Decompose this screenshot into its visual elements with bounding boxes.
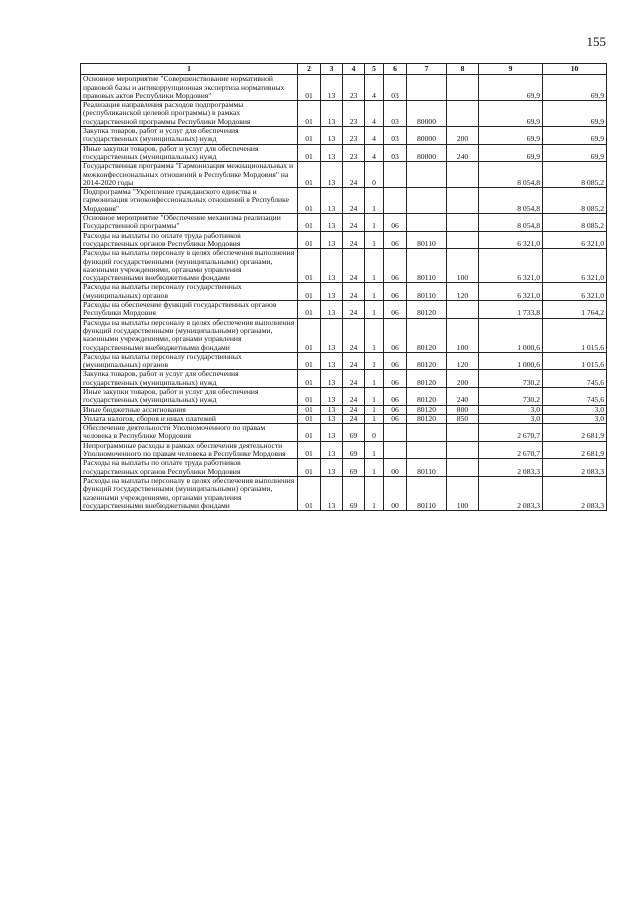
code-cell: 13 bbox=[321, 370, 343, 388]
code-cell: 06 bbox=[384, 231, 407, 249]
row-name-cell: Реализация направления расходов подпрограммы (республиканской целевой программы) в рамках государственной программы Республики Мордовия bbox=[81, 101, 298, 127]
code-cell: 1 bbox=[365, 318, 384, 352]
table-row bbox=[81, 301, 607, 319]
header-cell: 5 bbox=[365, 64, 384, 75]
code-cell: 69 bbox=[343, 459, 365, 477]
header-cell: 7 bbox=[407, 64, 447, 75]
code-cell: 01 bbox=[298, 249, 321, 283]
code-cell: 03 bbox=[384, 75, 407, 101]
table-row bbox=[81, 318, 607, 352]
code-cell: 1 bbox=[365, 231, 384, 249]
code-cell: 01 bbox=[298, 414, 321, 423]
table-row bbox=[81, 144, 607, 162]
code-cell bbox=[447, 101, 479, 127]
header-cell: 8 bbox=[447, 64, 479, 75]
amount-cell: 2 083,3 bbox=[479, 459, 543, 477]
code-cell: 13 bbox=[321, 352, 343, 370]
code-cell: 13 bbox=[321, 476, 343, 510]
code-cell: 80120 bbox=[407, 301, 447, 319]
table-row bbox=[81, 231, 607, 249]
code-cell: 06 bbox=[384, 249, 407, 283]
row-name-cell: Расходы на выплаты по оплате труда работников государственных органов Республики Мордовия bbox=[81, 459, 298, 477]
code-cell: 01 bbox=[298, 301, 321, 319]
code-cell: 13 bbox=[321, 387, 343, 405]
amount-cell: 6 321,0 bbox=[479, 249, 543, 283]
code-cell bbox=[407, 188, 447, 214]
amount-cell: 3,0 bbox=[479, 405, 543, 414]
code-cell: 24 bbox=[343, 188, 365, 214]
code-cell: 01 bbox=[298, 188, 321, 214]
header-cell: 10 bbox=[543, 64, 607, 75]
code-cell: 1 bbox=[365, 188, 384, 214]
code-cell: 4 bbox=[365, 75, 384, 101]
code-cell: 0 bbox=[365, 162, 384, 188]
code-cell: 1 bbox=[365, 283, 384, 301]
code-cell: 800 bbox=[447, 405, 479, 414]
row-name-cell: Иные бюджетные ассигнования bbox=[81, 405, 298, 414]
page-number: 155 bbox=[586, 34, 606, 49]
code-cell: 4 bbox=[365, 101, 384, 127]
code-cell: 01 bbox=[298, 127, 321, 145]
code-cell: 1 bbox=[365, 459, 384, 477]
code-cell bbox=[407, 75, 447, 101]
code-cell bbox=[447, 75, 479, 101]
table-row bbox=[81, 214, 607, 232]
amount-cell: 6 321,0 bbox=[479, 283, 543, 301]
code-cell: 1 bbox=[365, 405, 384, 414]
code-cell: 13 bbox=[321, 414, 343, 423]
code-cell bbox=[447, 162, 479, 188]
code-cell: 24 bbox=[343, 352, 365, 370]
amount-cell: 2 670,7 bbox=[479, 441, 543, 459]
code-cell: 850 bbox=[447, 414, 479, 423]
code-cell: 01 bbox=[298, 352, 321, 370]
table-row bbox=[81, 459, 607, 477]
code-cell: 100 bbox=[447, 318, 479, 352]
code-cell: 06 bbox=[384, 283, 407, 301]
code-cell: 13 bbox=[321, 318, 343, 352]
code-cell: 03 bbox=[384, 127, 407, 145]
amount-cell: 8 054,8 bbox=[479, 214, 543, 232]
code-cell: 24 bbox=[343, 318, 365, 352]
code-cell: 80110 bbox=[407, 459, 447, 477]
code-cell: 13 bbox=[321, 249, 343, 283]
table-header-row bbox=[81, 64, 607, 75]
code-cell: 80120 bbox=[407, 318, 447, 352]
table-row bbox=[81, 405, 607, 414]
code-cell bbox=[447, 441, 479, 459]
amount-cell: 3,0 bbox=[543, 405, 607, 414]
amount-cell: 745,6 bbox=[543, 387, 607, 405]
code-cell: 80000 bbox=[407, 144, 447, 162]
amount-cell: 69,9 bbox=[543, 127, 607, 145]
code-cell: 24 bbox=[343, 414, 365, 423]
amount-cell: 2 083,3 bbox=[543, 459, 607, 477]
code-cell bbox=[407, 441, 447, 459]
table-row bbox=[81, 75, 607, 101]
row-name-cell: Расходы на выплаты персоналу в целях обеспечения выполнения функций государственными (муниципальными) органами, казенными учреждениями, органами управления государственными внебюджетными фондами bbox=[81, 318, 298, 352]
code-cell bbox=[447, 214, 479, 232]
table-row bbox=[81, 476, 607, 510]
row-name-cell: Непрограммные расходы в рамках обеспечения деятельности Уполномоченного по правам человека в Республике Мордовия bbox=[81, 441, 298, 459]
code-cell: 80110 bbox=[407, 283, 447, 301]
amount-cell: 745,6 bbox=[543, 370, 607, 388]
table-row bbox=[81, 370, 607, 388]
code-cell: 100 bbox=[447, 249, 479, 283]
code-cell: 1 bbox=[365, 414, 384, 423]
code-cell: 80000 bbox=[407, 127, 447, 145]
code-cell: 06 bbox=[384, 414, 407, 423]
amount-cell: 69,9 bbox=[479, 144, 543, 162]
code-cell: 24 bbox=[343, 162, 365, 188]
code-cell: 01 bbox=[298, 387, 321, 405]
amount-cell: 6 321,0 bbox=[479, 231, 543, 249]
code-cell: 01 bbox=[298, 162, 321, 188]
amount-cell: 6 321,0 bbox=[543, 249, 607, 283]
code-cell: 01 bbox=[298, 101, 321, 127]
code-cell: 1 bbox=[365, 249, 384, 283]
code-cell: 80120 bbox=[407, 370, 447, 388]
code-cell: 1 bbox=[365, 387, 384, 405]
code-cell: 1 bbox=[365, 301, 384, 319]
code-cell: 01 bbox=[298, 424, 321, 442]
code-cell: 01 bbox=[298, 405, 321, 414]
code-cell: 13 bbox=[321, 162, 343, 188]
amount-cell: 8 054,8 bbox=[479, 162, 543, 188]
code-cell bbox=[447, 424, 479, 442]
row-name-cell: Закупка товаров, работ и услуг для обеспечения государственных (муниципальных) нужд bbox=[81, 127, 298, 145]
amount-cell: 8 085,2 bbox=[543, 214, 607, 232]
amount-cell: 69,9 bbox=[543, 101, 607, 127]
code-cell: 1 bbox=[365, 370, 384, 388]
code-cell: 1 bbox=[365, 214, 384, 232]
amount-cell: 69,9 bbox=[479, 75, 543, 101]
table-row bbox=[81, 101, 607, 127]
code-cell: 13 bbox=[321, 405, 343, 414]
code-cell: 03 bbox=[384, 144, 407, 162]
code-cell: 23 bbox=[343, 127, 365, 145]
header-cell: 2 bbox=[298, 64, 321, 75]
amount-cell: 2 670,7 bbox=[479, 424, 543, 442]
code-cell: 69 bbox=[343, 441, 365, 459]
amount-cell: 6 321,0 bbox=[543, 283, 607, 301]
code-cell: 80120 bbox=[407, 352, 447, 370]
amount-cell: 6 321,0 bbox=[543, 231, 607, 249]
code-cell: 23 bbox=[343, 101, 365, 127]
code-cell: 4 bbox=[365, 144, 384, 162]
code-cell: 80110 bbox=[407, 476, 447, 510]
table-row bbox=[81, 283, 607, 301]
code-cell: 06 bbox=[384, 352, 407, 370]
header-cell: 6 bbox=[384, 64, 407, 75]
amount-cell: 730,2 bbox=[479, 370, 543, 388]
amount-cell: 3,0 bbox=[479, 414, 543, 423]
row-name-cell: Расходы на выплаты персоналу государственных (муниципальных) органов bbox=[81, 283, 298, 301]
code-cell: 24 bbox=[343, 405, 365, 414]
amount-cell: 1 000,6 bbox=[479, 352, 543, 370]
code-cell: 24 bbox=[343, 283, 365, 301]
code-cell: 80110 bbox=[407, 231, 447, 249]
code-cell: 100 bbox=[447, 476, 479, 510]
code-cell: 06 bbox=[384, 318, 407, 352]
code-cell: 01 bbox=[298, 459, 321, 477]
code-cell: 240 bbox=[447, 387, 479, 405]
code-cell: 06 bbox=[384, 214, 407, 232]
code-cell bbox=[407, 162, 447, 188]
amount-cell: 3,0 bbox=[543, 414, 607, 423]
amount-cell: 730,2 bbox=[479, 387, 543, 405]
code-cell: 1 bbox=[365, 476, 384, 510]
code-cell bbox=[447, 231, 479, 249]
row-name-cell: Основное мероприятие "Обеспечение механизма реализации Государственной программы" bbox=[81, 214, 298, 232]
code-cell bbox=[447, 188, 479, 214]
amount-cell: 69,9 bbox=[479, 127, 543, 145]
code-cell bbox=[384, 441, 407, 459]
code-cell: 13 bbox=[321, 144, 343, 162]
table-row bbox=[81, 441, 607, 459]
row-name-cell: Расходы на обеспечение функций государственных органов Республики Мордовия bbox=[81, 301, 298, 319]
row-name-cell: Обеспечение деятельности Уполномоченного по правам человека в Республике Мордовия bbox=[81, 424, 298, 442]
code-cell: 80120 bbox=[407, 405, 447, 414]
amount-cell: 2 681,9 bbox=[543, 424, 607, 442]
code-cell bbox=[447, 459, 479, 477]
header-cell: 3 bbox=[321, 64, 343, 75]
code-cell: 24 bbox=[343, 387, 365, 405]
code-cell: 01 bbox=[298, 144, 321, 162]
code-cell: 13 bbox=[321, 188, 343, 214]
amount-cell: 1 764,2 bbox=[543, 301, 607, 319]
row-name-cell: Государственная программа "Гармонизация межнациональных и межконфессиональных отношений в Республике Мордовия" на 2014-2020 годы bbox=[81, 162, 298, 188]
code-cell: 13 bbox=[321, 441, 343, 459]
amount-cell: 2 083,3 bbox=[543, 476, 607, 510]
code-cell bbox=[384, 162, 407, 188]
code-cell: 24 bbox=[343, 214, 365, 232]
code-cell: 13 bbox=[321, 283, 343, 301]
header-cell: 9 bbox=[479, 64, 543, 75]
code-cell: 120 bbox=[447, 352, 479, 370]
code-cell: 13 bbox=[321, 231, 343, 249]
code-cell bbox=[384, 424, 407, 442]
code-cell: 69 bbox=[343, 424, 365, 442]
code-cell: 06 bbox=[384, 387, 407, 405]
code-cell: 03 bbox=[384, 101, 407, 127]
table-row bbox=[81, 249, 607, 283]
amount-cell: 69,9 bbox=[543, 144, 607, 162]
table-row bbox=[81, 162, 607, 188]
table-row bbox=[81, 424, 607, 442]
code-cell: 01 bbox=[298, 283, 321, 301]
amount-cell: 1 733,8 bbox=[479, 301, 543, 319]
code-cell: 00 bbox=[384, 459, 407, 477]
table-row bbox=[81, 188, 607, 214]
code-cell: 1 bbox=[365, 441, 384, 459]
code-cell bbox=[407, 214, 447, 232]
code-cell: 200 bbox=[447, 370, 479, 388]
row-name-cell: Расходы на выплаты по оплате труда работников государственных органов Республики Мордовия bbox=[81, 231, 298, 249]
code-cell: 01 bbox=[298, 476, 321, 510]
row-name-cell: Расходы на выплаты персоналу в целях обеспечения выполнения функций государственными (муниципальными) органами, казенными учреждениями, органами управления государственными внебюджетными фондами bbox=[81, 249, 298, 283]
code-cell: 01 bbox=[298, 214, 321, 232]
code-cell: 13 bbox=[321, 459, 343, 477]
code-cell: 06 bbox=[384, 370, 407, 388]
code-cell: 240 bbox=[447, 144, 479, 162]
amount-cell: 69,9 bbox=[543, 75, 607, 101]
code-cell: 80000 bbox=[407, 101, 447, 127]
code-cell: 06 bbox=[384, 301, 407, 319]
code-cell: 06 bbox=[384, 405, 407, 414]
amount-cell: 1 015,6 bbox=[543, 352, 607, 370]
code-cell bbox=[407, 424, 447, 442]
code-cell: 13 bbox=[321, 127, 343, 145]
table-row bbox=[81, 352, 607, 370]
row-name-cell: Расходы на выплаты персоналу в целях обеспечения выполнения функций государственными (муниципальными) органами, казенными учреждениями, органами управления государственными внебюджетными фондами bbox=[81, 476, 298, 510]
amount-cell: 2 083,3 bbox=[479, 476, 543, 510]
code-cell: 01 bbox=[298, 231, 321, 249]
row-name-cell: Расходы на выплаты персоналу государственных (муниципальных) органов bbox=[81, 352, 298, 370]
row-name-cell: Закупка товаров, работ и услуг для обеспечения государственных (муниципальных) нужд bbox=[81, 370, 298, 388]
code-cell: 13 bbox=[321, 214, 343, 232]
row-name-cell: Подпрограмма "Укрепление гражданского единства и гармонизация этноконфессиональных отношений в Республике Мордовия" bbox=[81, 188, 298, 214]
table-row bbox=[81, 127, 607, 145]
amount-cell: 2 681,9 bbox=[543, 441, 607, 459]
header-cell: 4 bbox=[343, 64, 365, 75]
code-cell: 13 bbox=[321, 424, 343, 442]
amount-cell: 1 000,6 bbox=[479, 318, 543, 352]
row-name-cell: Иные закупки товаров, работ и услуг для обеспечения государственных (муниципальных) нужд bbox=[81, 144, 298, 162]
code-cell: 4 bbox=[365, 127, 384, 145]
code-cell: 13 bbox=[321, 75, 343, 101]
code-cell: 24 bbox=[343, 249, 365, 283]
code-cell: 0 bbox=[365, 424, 384, 442]
code-cell: 01 bbox=[298, 75, 321, 101]
code-cell: 01 bbox=[298, 370, 321, 388]
amount-cell: 8 054,8 bbox=[479, 188, 543, 214]
amount-cell: 69,9 bbox=[479, 101, 543, 127]
header-cell: 1 bbox=[81, 64, 298, 75]
code-cell: 24 bbox=[343, 301, 365, 319]
code-cell: 69 bbox=[343, 476, 365, 510]
row-name-cell: Иные закупки товаров, работ и услуг для обеспечения государственных (муниципальных) нужд bbox=[81, 387, 298, 405]
code-cell: 00 bbox=[384, 476, 407, 510]
code-cell: 24 bbox=[343, 370, 365, 388]
code-cell: 80120 bbox=[407, 414, 447, 423]
code-cell: 23 bbox=[343, 144, 365, 162]
code-cell: 01 bbox=[298, 318, 321, 352]
budget-table bbox=[80, 63, 607, 511]
code-cell: 1 bbox=[365, 352, 384, 370]
code-cell: 24 bbox=[343, 231, 365, 249]
amount-cell: 8 085,2 bbox=[543, 188, 607, 214]
code-cell: 120 bbox=[447, 283, 479, 301]
table-row bbox=[81, 387, 607, 405]
code-cell: 23 bbox=[343, 75, 365, 101]
code-cell: 200 bbox=[447, 127, 479, 145]
row-name-cell: Основное мероприятие "Совершенствование нормативной правовой базы и антикоррупционная экспертиза нормативных правовых актов Республики Мордовия" bbox=[81, 75, 298, 101]
code-cell: 13 bbox=[321, 101, 343, 127]
code-cell: 13 bbox=[321, 301, 343, 319]
code-cell: 80120 bbox=[407, 387, 447, 405]
code-cell: 01 bbox=[298, 441, 321, 459]
row-name-cell: Уплата налогов, сборов и иных платежей bbox=[81, 414, 298, 423]
code-cell bbox=[447, 301, 479, 319]
code-cell bbox=[384, 188, 407, 214]
amount-cell: 1 015,6 bbox=[543, 318, 607, 352]
code-cell: 80110 bbox=[407, 249, 447, 283]
amount-cell: 8 085,2 bbox=[543, 162, 607, 188]
